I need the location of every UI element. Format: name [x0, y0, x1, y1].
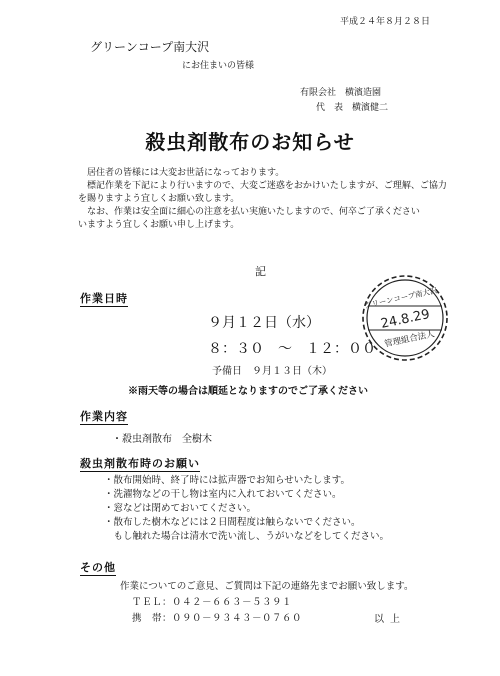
list-item: ・散布開始時、終了時には拡声器でお知らせいたします。 [104, 475, 350, 486]
other-heading: その他 [80, 561, 116, 574]
work-date: ９月１２日（水） [208, 315, 320, 331]
work-time: ８：３０ ～ １２：００ [208, 341, 376, 357]
document-title: 殺虫剤散布のお知らせ [145, 130, 355, 154]
list-item: もし触れた場合は清水で洗い流し、うがいなどをしてください。 [104, 531, 390, 542]
requests-heading: 殺虫剤散布時のお願い [80, 457, 200, 470]
list-item: ・散布した樹木などには２日間程度は触らないでください。 [104, 517, 361, 528]
body-paragraph: 標記作業を下記により行いますので、大変ご迷惑をおかけいたしますが、ご理解、ご協力を賜りますよう宜しくお願い致します。 [78, 181, 447, 204]
document-date: 平成２４年８月２８日 [339, 17, 430, 27]
stamp-bottom-text: 管理組合法人 [383, 329, 436, 350]
body-paragraphs [78, 167, 448, 232]
content-item: ・殺虫剤散布 全樹木 [112, 434, 212, 445]
ki-heading: 記 [255, 265, 266, 278]
contact-tel: ＴＥＬ：０４２－６６３－５３９１ [132, 597, 293, 608]
contact-mobile: 携 帯：０９０－９３４３－０７６０ [132, 613, 303, 624]
closing: 以上 [374, 614, 406, 625]
reserve-date: 予備日 ９月１３日（木） [212, 366, 332, 377]
list-item: ・洗濯物などの干し物は室内に入れておいてください。 [104, 489, 342, 500]
recipient-residents: にお住まいの皆様 [182, 61, 255, 71]
schedule-heading: 作業日時 [80, 292, 128, 305]
sender-company: 有限会社 横濱造園 [300, 88, 382, 98]
body-paragraph-continuation: いますよう宜しくお願い申し上げます。 [78, 220, 240, 230]
requests-list [104, 474, 424, 544]
body-paragraph: 居住者の皆様には大変お世話になっております。 [87, 168, 285, 178]
other-text: 作業についてのご意見、ご質問は下記の連絡先までお願い致します。 [120, 581, 414, 592]
stamp-top-text: グリーンコープ南大沢 [363, 285, 439, 311]
stamp-date-text: 24.8.29 [379, 306, 432, 332]
list-item: ・窓などは閉めておいてください。 [104, 503, 257, 514]
rain-note: ※雨天等の場合は順延となりますのでご了承ください [128, 386, 368, 397]
body-paragraph: なお、作業は安全面に細心の注意を払い実施いたしますので、何卒ご了承ください [87, 207, 420, 217]
received-stamp [360, 273, 450, 363]
content-heading: 作業内容 [80, 410, 128, 423]
recipient-organization: グリーンコープ南大沢 [90, 40, 210, 54]
sender-representative: 代 表 横濱健二 [316, 103, 389, 113]
